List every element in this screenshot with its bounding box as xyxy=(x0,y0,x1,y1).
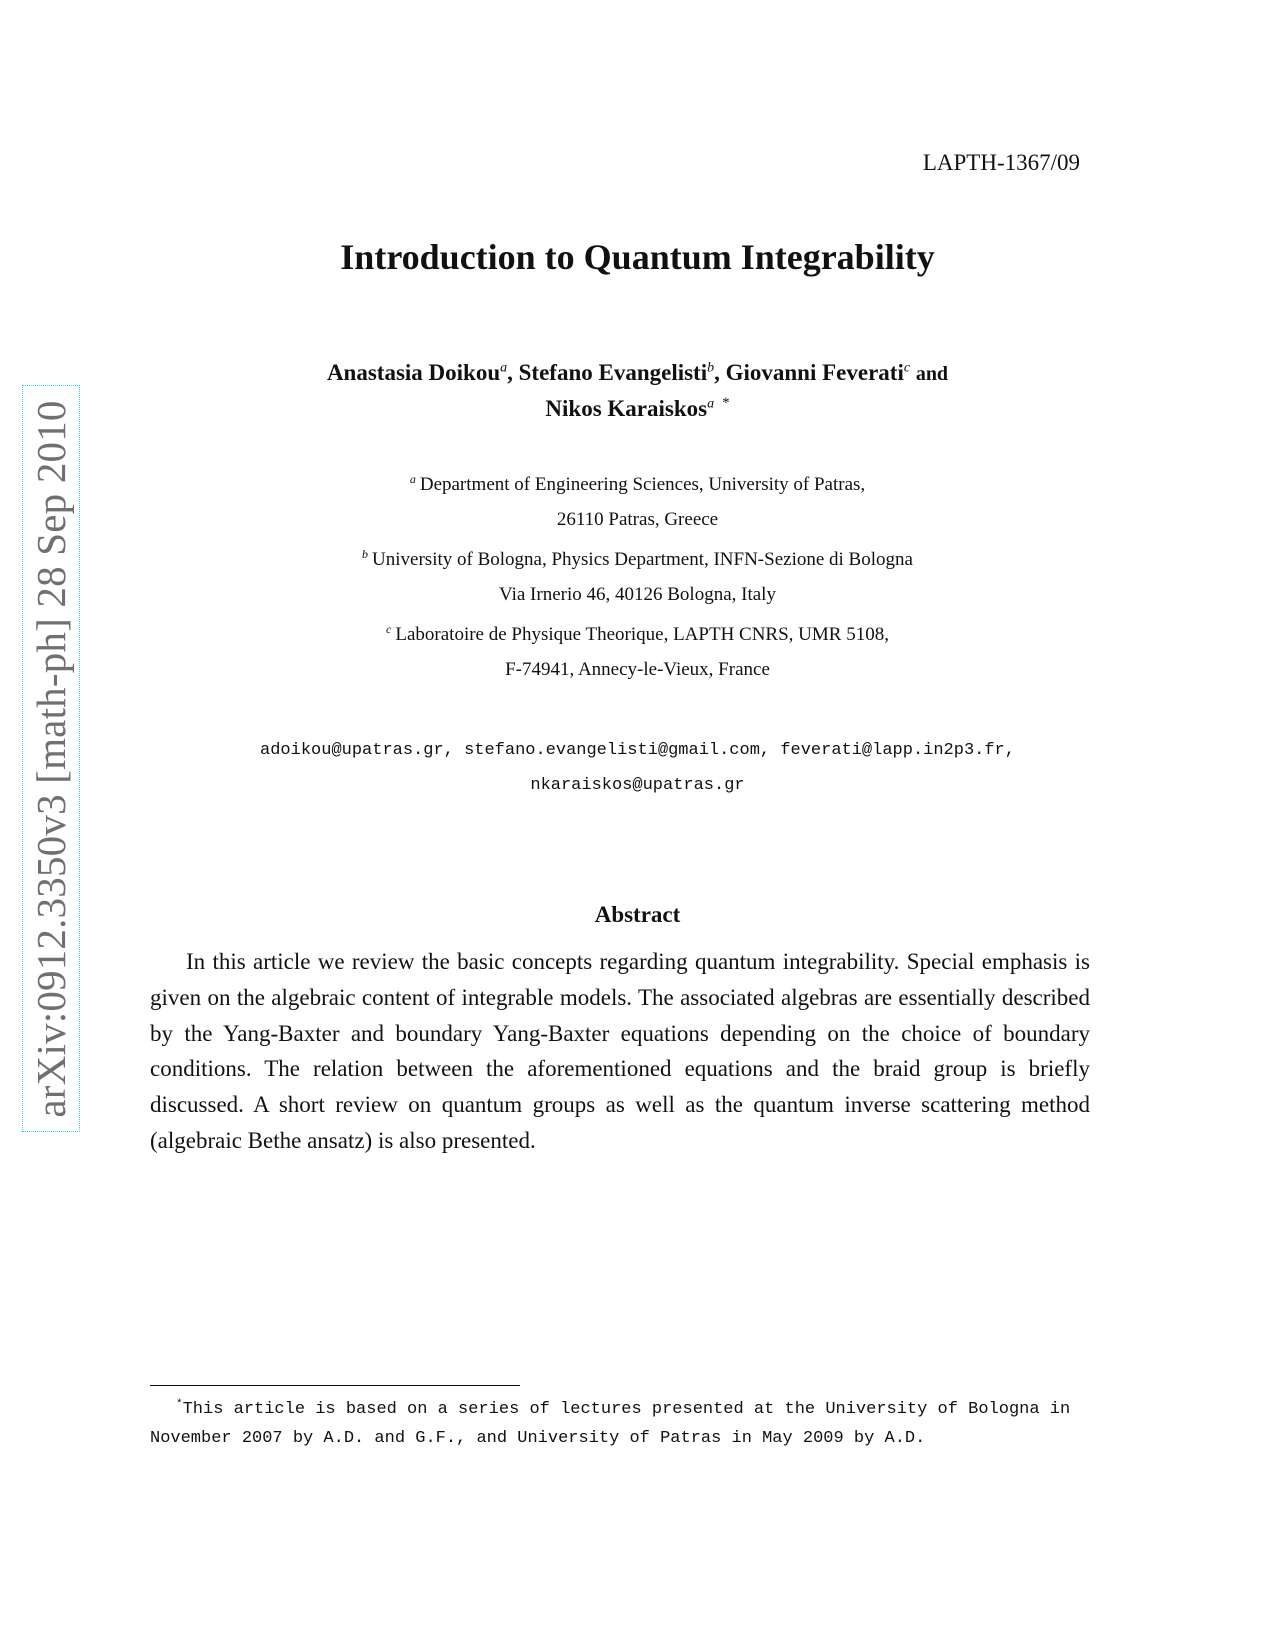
author-name: Nikos Karaiskos xyxy=(545,396,708,421)
author-list-line-1: Anastasia Doikou$^a$, Stefano Evangelisti$^b$, Giovanni Feverati$^c$ and xyxy=(326,360,949,385)
footnote-divider xyxy=(150,1385,520,1386)
author-name: Giovanni Feverati xyxy=(725,360,904,385)
affiliation-mark: a xyxy=(707,396,715,412)
affiliation-c-line-1 xyxy=(0,621,1275,646)
affiliation-b-line-2: Via Irnerio 46, 40126 Bologna, Italy xyxy=(499,584,776,605)
paper-title: Introduction to Quantum Integrability xyxy=(340,237,935,277)
footnote-mark: * xyxy=(722,395,730,412)
arxiv-identifier: arXiv:0912.3350v3 [math-ph] 28 Sep 2010 xyxy=(28,399,74,1118)
footnote xyxy=(150,1395,1080,1453)
affiliation-mark: b xyxy=(362,546,369,561)
affiliation-a-line-2: 26110 Patras, Greece xyxy=(556,509,719,530)
author-name: Anastasia Doikou xyxy=(326,360,501,385)
abstract-heading: Abstract xyxy=(594,902,681,927)
affiliation-b-line-1 xyxy=(0,546,1275,571)
affiliation-mark: a xyxy=(500,360,508,376)
affiliation-mark: b xyxy=(707,360,715,376)
author-name: Stefano Evangelisti xyxy=(518,360,708,385)
affiliation-text: Department of Engineering Sciences, University of Patras, xyxy=(419,474,866,495)
affiliation-a-line-1 xyxy=(0,471,1275,496)
affiliation-mark: c xyxy=(903,360,911,376)
affiliation-text: University of Bologna, Physics Department, INFN-Sezione di Bologna xyxy=(372,549,913,570)
author-list-line-2 xyxy=(0,396,1275,422)
affiliation-c-line-2: F-74941, Annecy-le-Vieux, France xyxy=(505,659,770,680)
affiliation-text: Laboratoire de Physique Theorique, LAPTH CNRS, UMR 5108, xyxy=(395,624,889,645)
email-list-line-2: nkaraiskos@upatras.gr xyxy=(530,776,745,795)
footnote-text: This article is based on a series of lectures presented at the University of Bologna in November 2007 by A.D. and G.F., and University of Patras in May 2009 by A.D. xyxy=(150,1400,1071,1448)
author-conjunction: and xyxy=(915,363,949,385)
arxiv-stamp xyxy=(22,385,80,1132)
affiliation-mark: c xyxy=(386,621,392,636)
report-number: LAPTH-1367/09 xyxy=(922,150,1080,175)
email-list-line-1: adoikou@upatras.gr, stefano.evangelisti@gmail.com, feverati@lapp.in2p3.fr, xyxy=(260,741,1015,760)
footnote-mark: * xyxy=(176,1398,183,1411)
abstract-text: In this article we review the basic concepts regarding quantum integrability. Special emphasis is given on the algebraic content of integrable models. The associated algebras are essentially described by the Yang-Baxter and boundary Yang-Baxter equations depending on the choice of boundary conditions. The relation between the aforementioned equations and the braid group is briefly discussed. A short review on quantum groups as well as the quantum inverse scattering method (algebraic Bethe ansatz) is also presented. xyxy=(150,949,1090,1153)
affiliation-mark: a xyxy=(409,471,416,486)
